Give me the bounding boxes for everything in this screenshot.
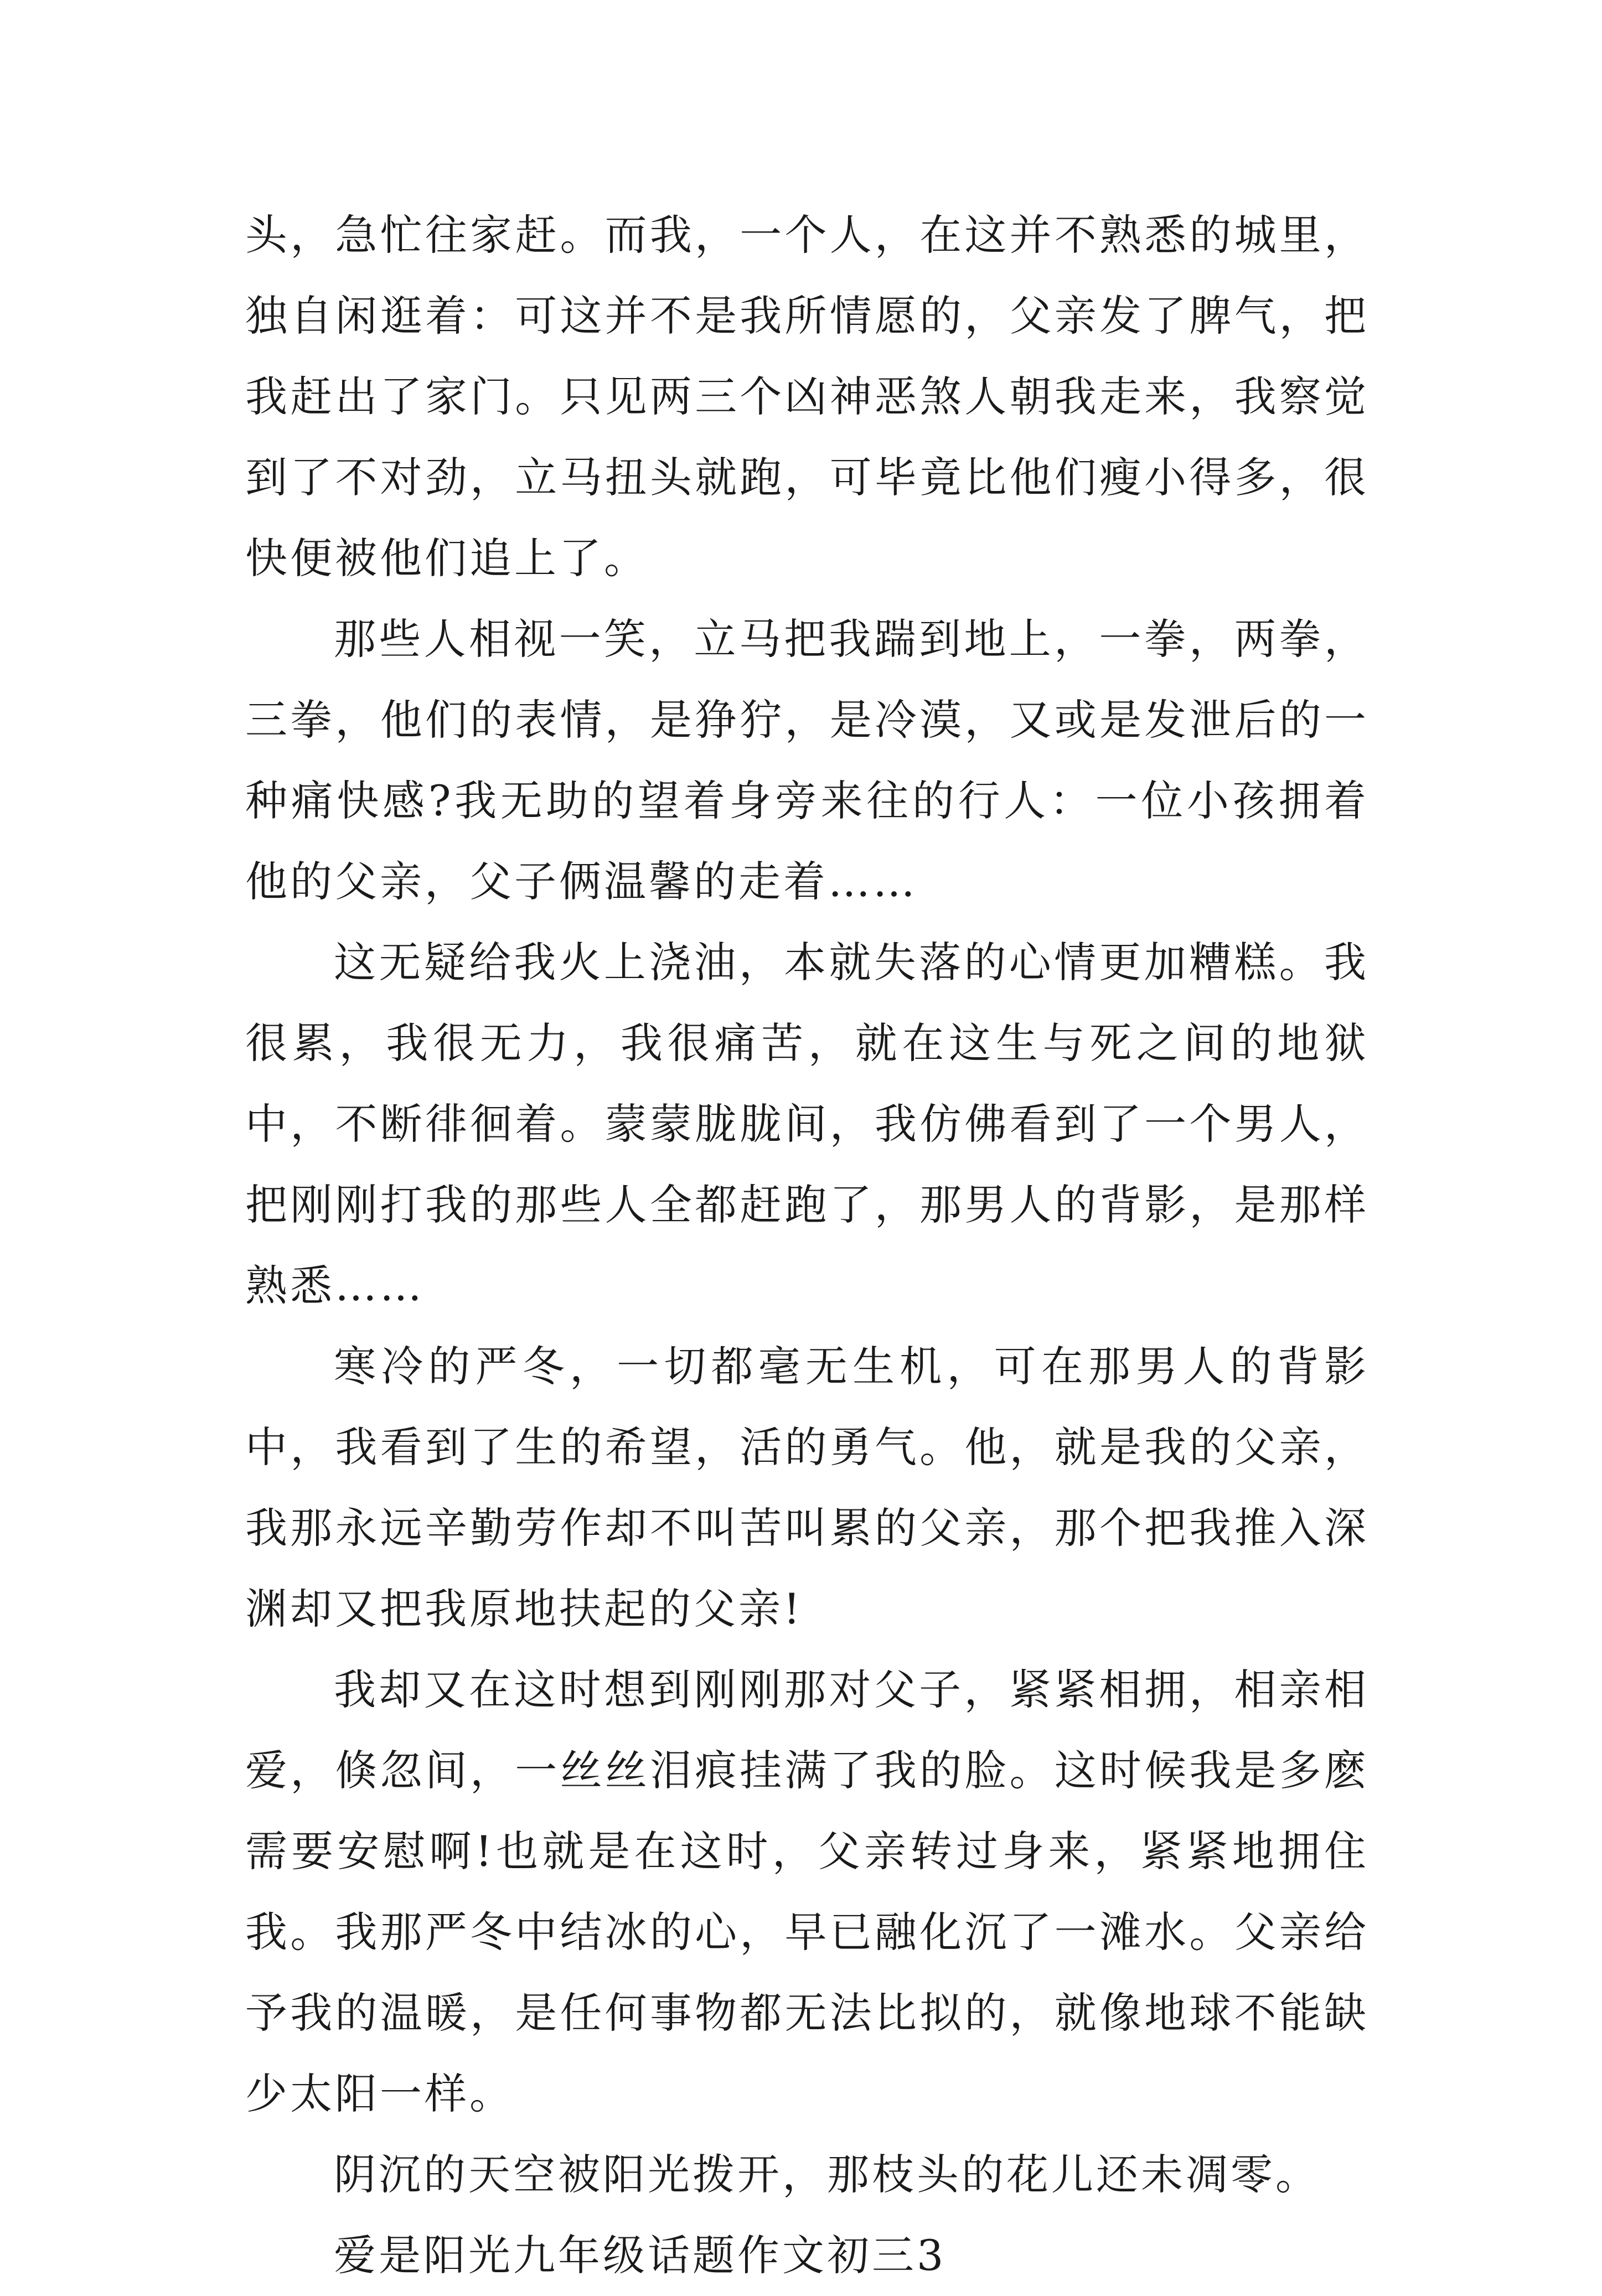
- paragraph: 这无疑给我火上浇油，本就失落的心情更加糟糕。我很累，我很无力，我很痛苦，就在这生与死之间的地狱中，不断徘徊着。蒙蒙胧胧间，我仿佛看到了一个男人，把刚刚打我的那些人全都赶跑了，那男人的背影，是那样熟悉……: [245, 938, 1369, 1310]
- paragraph: 我却又在这时想到刚刚那对父子，紧紧相拥，相亲相爱，倏忽间，一丝丝泪痕挂满了我的脸。这时候我是多麽需要安慰啊!也就是在这时，父亲转过身来，紧紧地拥住我。我那严冬中结冰的心，早已融化沉了一滩水。父亲给予我的温暖，是任何事物都无法比拟的，就像地球不能缺少太阳一样。: [245, 1665, 1369, 2118]
- paragraph: 阴沉的天空被阳光拨开，那枝头的花儿还未凋零。: [334, 2150, 1320, 2199]
- paragraph: 那些人相视一笑，立马把我踹到地上，一拳，两拳，三拳，他们的表情，是狰狞，是冷漠，又或是发泄后的一种痛快感?我无助的望着身旁来往的行人：一位小孩拥着他的父亲，父子俩温馨的走着……: [245, 614, 1369, 906]
- article-body: [245, 195, 1369, 2296]
- section-heading: 爱是阳光九年级话题作文初三3: [334, 2231, 947, 2280]
- paragraph: 寒冷的严冬，一切都毫无生机，可在那男人的背影中，我看到了生的希望，活的勇气。他，就是我的父亲，我那永远辛勤劳作却不叫苦叫累的父亲，那个把我推入深渊却又把我原地扶起的父亲!: [245, 1342, 1369, 1633]
- paragraph-continuation: 头，急忙往家赶。而我，一个人，在这并不熟悉的城里，独自闲逛着：可这并不是我所情愿的，父亲发了脾气，把我赶出了家门。只见两三个凶神恶煞人朝我走来，我察觉到了不对劲，立马扭头就跑，可毕竟比他们瘦小得多，很快便被他们追上了。: [245, 210, 1369, 583]
